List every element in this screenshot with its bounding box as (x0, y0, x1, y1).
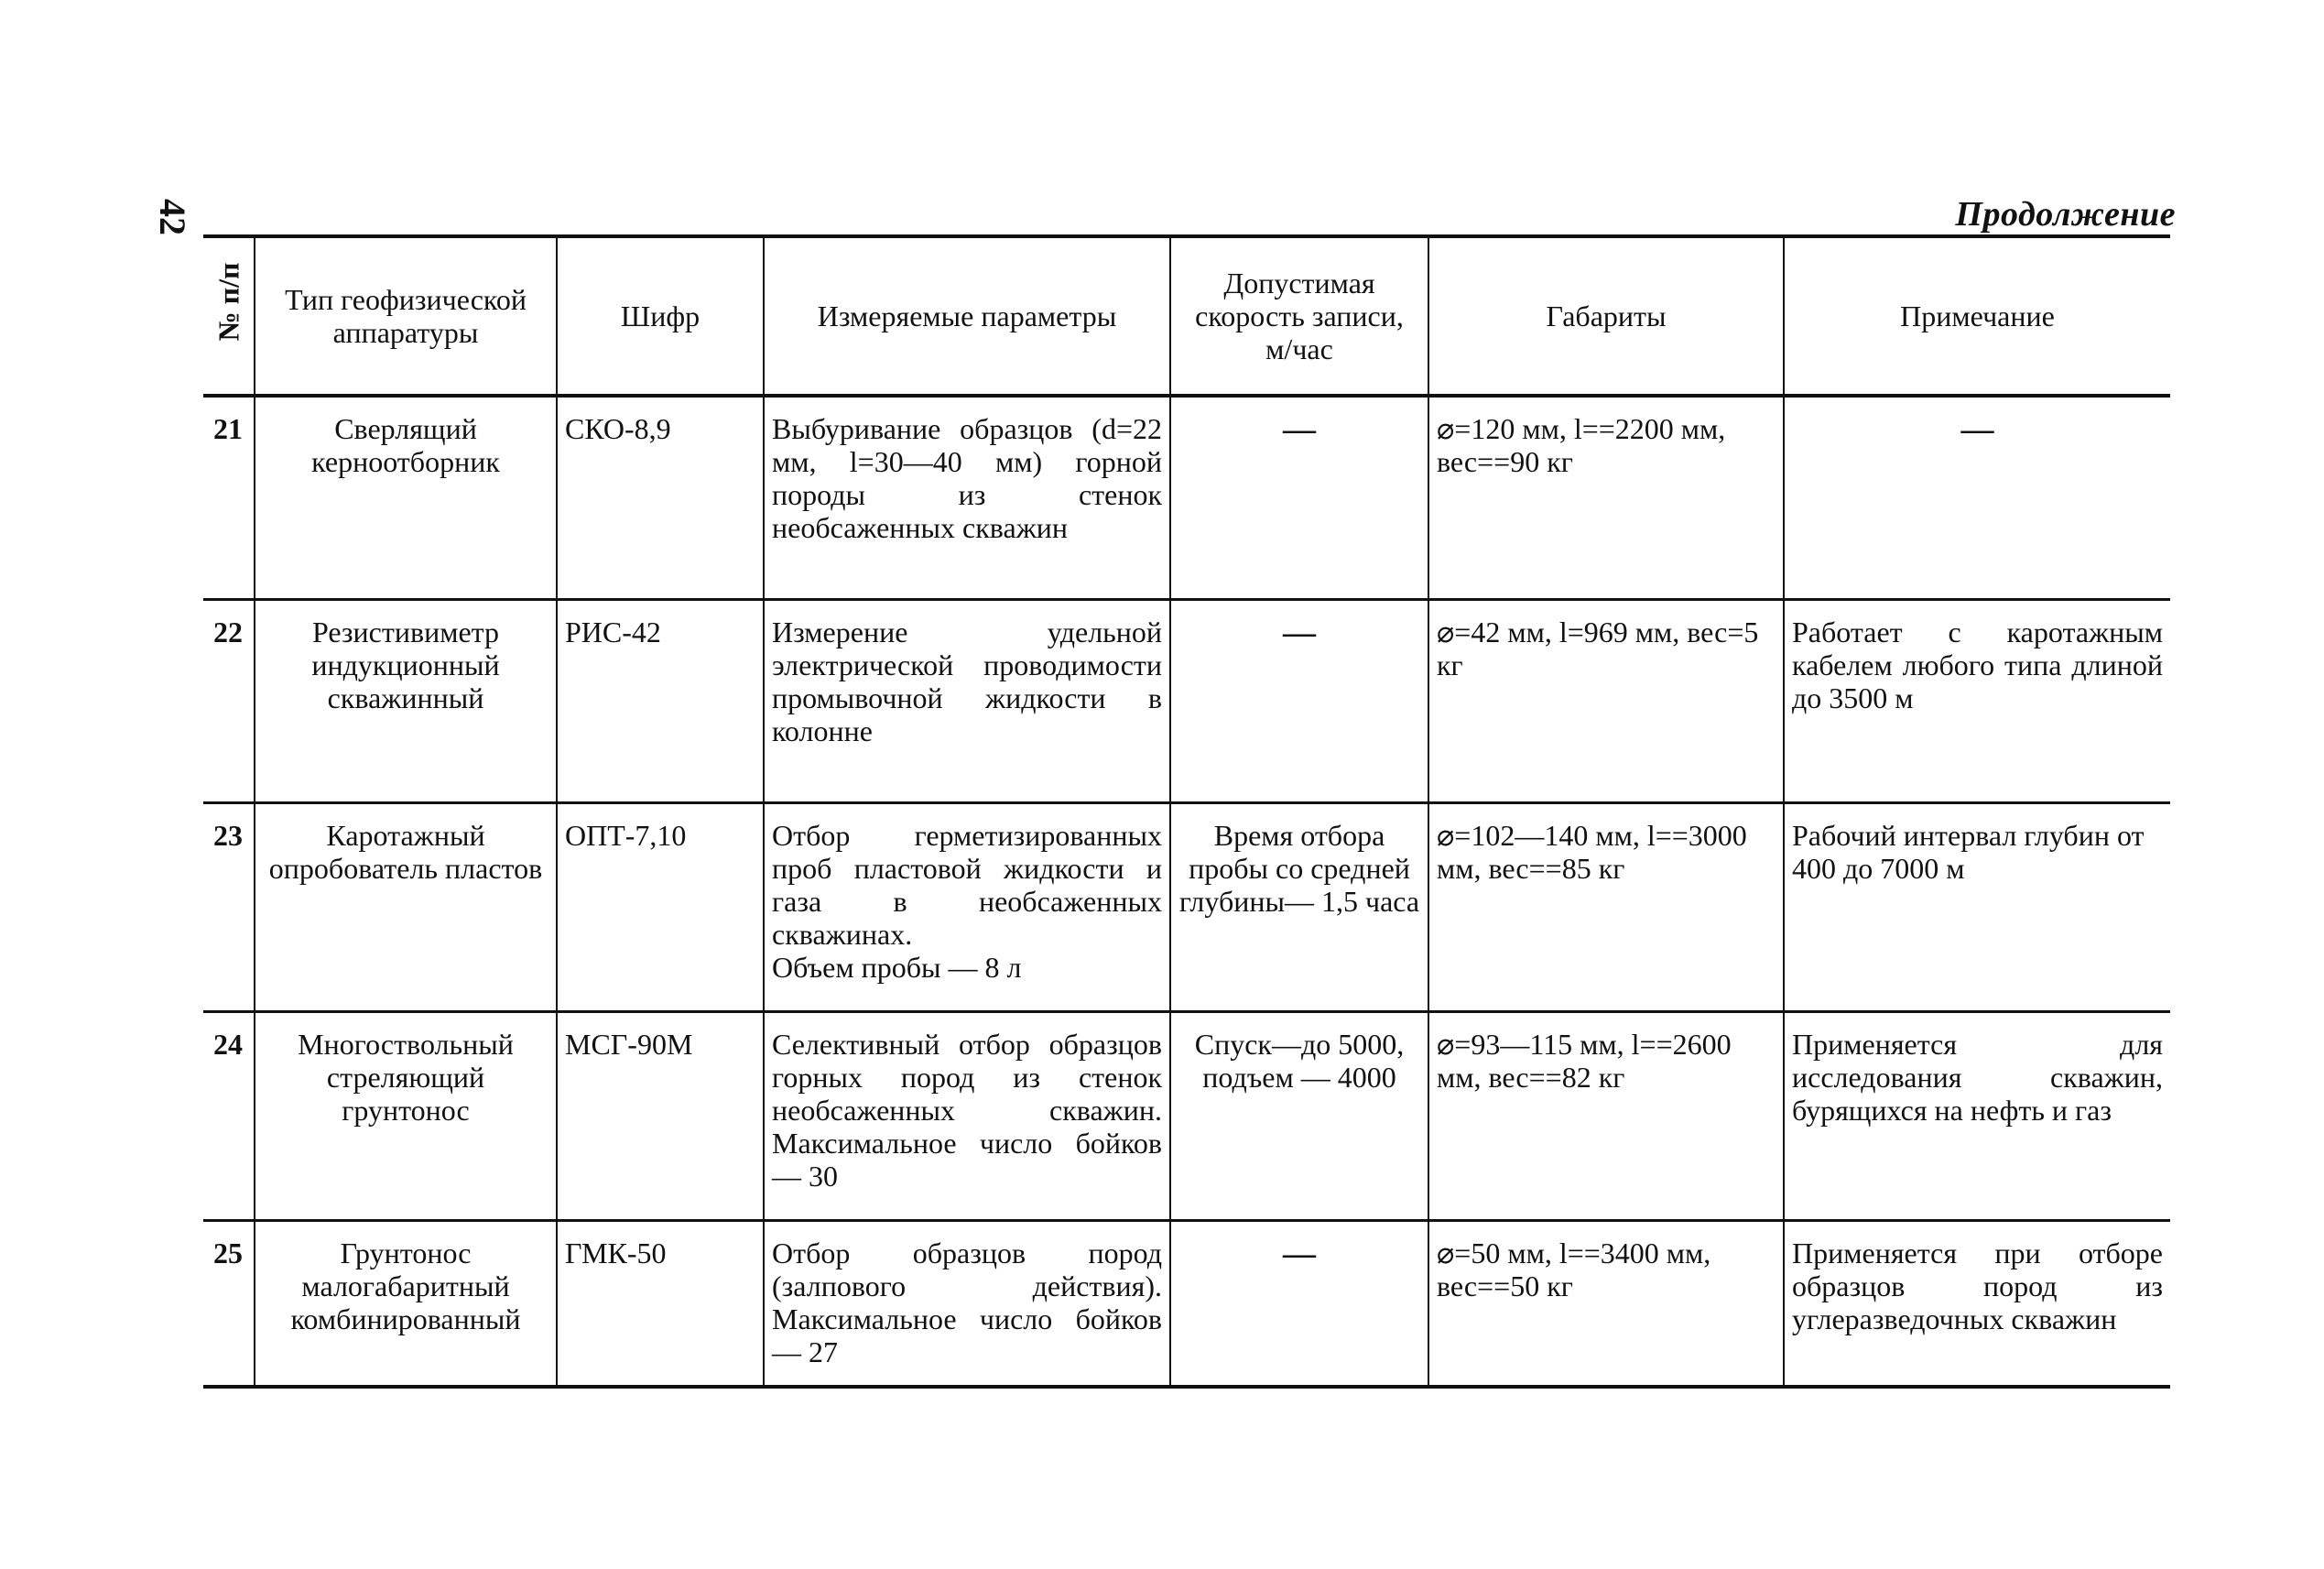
row-note: Применяется для исследования скважин, бурящихся на нефть и газ (1784, 1011, 2170, 1220)
row-num: 22 (203, 599, 255, 802)
row-dims: ⌀=102—140 мм, l==3000 мм, вес==85 кг (1428, 802, 1784, 1011)
row-code: СКО-8,9 (557, 396, 764, 599)
row-speed: Спуск—до 5000, подъем — 4000 (1170, 1011, 1428, 1220)
row-code: МСГ-90М (557, 1011, 764, 1220)
row-params: Отбор образцов пород (залпового действия). Максимальное число бойков — 27 (764, 1220, 1170, 1387)
header-dims: Габариты (1428, 236, 1784, 396)
table-body (203, 396, 2170, 1387)
row-speed (1170, 599, 1428, 802)
header-num-label: № п/п (212, 262, 245, 342)
row-speed-dash: — (1283, 613, 1316, 650)
header-speed: Допустимая скорость записи, м/час (1170, 236, 1428, 396)
table-row (203, 1011, 2170, 1220)
row-params: Селективный отбор образцов горных пород из стенок необсаженных скважин. Максимальное число бойков — 30 (764, 1011, 1170, 1220)
header-params: Измеряемые параметры (764, 236, 1170, 396)
row-type: Многоствольный стреляющий грунтонос (255, 1011, 557, 1220)
row-type: Каротажный опробователь пластов (255, 802, 557, 1011)
row-note: Рабочий интервал глубин от 400 до 7000 м (1784, 802, 2170, 1011)
continuation-label: Продолжение (1955, 195, 2176, 234)
row-dims: ⌀=50 мм, l==3400 мм, вес==50 кг (1428, 1220, 1784, 1387)
equipment-table (203, 234, 2170, 1389)
page-number: 42 (152, 199, 193, 235)
row-params: Выбуривание образцов (d=22 мм, l=30—40 мм) горной породы из стенок необсаженных скважин (764, 396, 1170, 599)
table-row (203, 1220, 2170, 1387)
row-dims: ⌀=42 мм, l=969 мм, вес=5 кг (1428, 599, 1784, 802)
row-speed (1170, 1220, 1428, 1387)
row-params: Измерение удельной электрической проводимости промывочной жидкости в колонне (764, 599, 1170, 802)
row-dims: ⌀=93—115 мм, l==2600 мм, вес==82 кг (1428, 1011, 1784, 1220)
table-header (203, 236, 2170, 396)
row-note: Применяется при отборе образцов пород из углеразведочных скважин (1784, 1220, 2170, 1387)
row-note: Работает с каротажным кабелем любого типа длиной до 3500 м (1784, 599, 2170, 802)
header-note: Примечание (1784, 236, 2170, 396)
row-num: 23 (203, 802, 255, 1011)
row-code: ГМК-50 (557, 1220, 764, 1387)
row-speed-dash: — (1283, 410, 1316, 447)
row-dims: ⌀=120 мм, l==2200 мм, вес==90 кг (1428, 396, 1784, 599)
row-params-main: Отбор герметизированных проб пластовой жидкости и газа в необсаженных скважинах. (772, 818, 1162, 951)
header-num (203, 236, 255, 396)
row-num: 21 (203, 396, 255, 599)
row-speed-dash: — (1283, 1234, 1316, 1271)
row-code: РИС-42 (557, 599, 764, 802)
row-code: ОПТ-7,10 (557, 802, 764, 1011)
row-type: Грунтонос малогабаритный комбинированный (255, 1220, 557, 1387)
row-note (1784, 396, 2170, 599)
table-row (203, 396, 2170, 599)
row-params-extra: Объем пробы — 8 л (772, 950, 1022, 984)
table-row (203, 599, 2170, 802)
row-type: Резистивиметр индукционный скважинный (255, 599, 557, 802)
header-row (203, 236, 2170, 396)
header-type: Тип геофизической аппаратуры (255, 236, 557, 396)
header-code: Шифр (557, 236, 764, 396)
row-note-dash: — (1960, 410, 1994, 447)
row-type: Сверлящий керноотборник (255, 396, 557, 599)
row-num: 24 (203, 1011, 255, 1220)
table-row (203, 802, 2170, 1011)
row-num: 25 (203, 1220, 255, 1387)
equipment-table-wrapper (203, 234, 2170, 1389)
row-params (764, 802, 1170, 1011)
row-speed: Время отбора пробы со средней глубины— 1,5 часа (1170, 802, 1428, 1011)
row-speed (1170, 396, 1428, 599)
